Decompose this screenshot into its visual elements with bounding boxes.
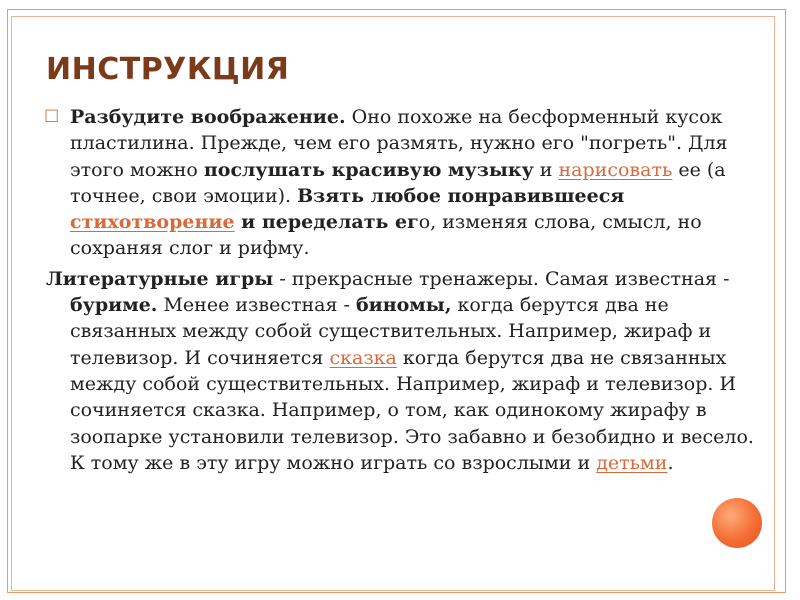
- lead-text-imagination: Разбудите воображение.: [70, 106, 346, 128]
- link-poem[interactable]: стихотворение: [70, 211, 235, 234]
- slide-title: ИНСТРУКЦИЯ: [46, 52, 290, 87]
- paragraph-imagination: ☐ Разбудите воображение. Оно похоже на бесформенный кусок пластилина. Прежде, чем его размять, нужно его "погреть". Для этого можно послушать красивую музыку и нарисовать ее (а точнее, свои эмоции). Взять любое понравившееся стихотворение и переделать его, изменяя слова, смысл, но сохраняя слог и рифму.: [44, 106, 728, 260]
- paragraph-literary-games: Литературные игры - прекрасные тренажеры. Самая известная - буриме. Менее известная - биномы, когда берутся два не связанных между собой существительных. Например, жираф и телевизор. И сочиняется сказка когда берутся два не связанных между собой существительных. Например, жираф и телевизор. И сочиняется сказка. Например, о том, как одинокому жирафу в зоопарке установили телевизор. Это забавно и безобидно и весело. К тому же в эту игру можно играть со взрослыми и детьми.: [46, 267, 754, 474]
- link-fairy-tale[interactable]: сказка: [329, 346, 397, 369]
- link-draw[interactable]: нарисовать: [558, 158, 673, 181]
- decorative-orange-circle: [712, 498, 762, 548]
- bullet-icon: ☐: [44, 107, 60, 127]
- slide-content: [46, 104, 756, 480]
- lead-text-literary-games: Литературные игры: [46, 267, 274, 290]
- link-children[interactable]: детьми: [596, 451, 668, 474]
